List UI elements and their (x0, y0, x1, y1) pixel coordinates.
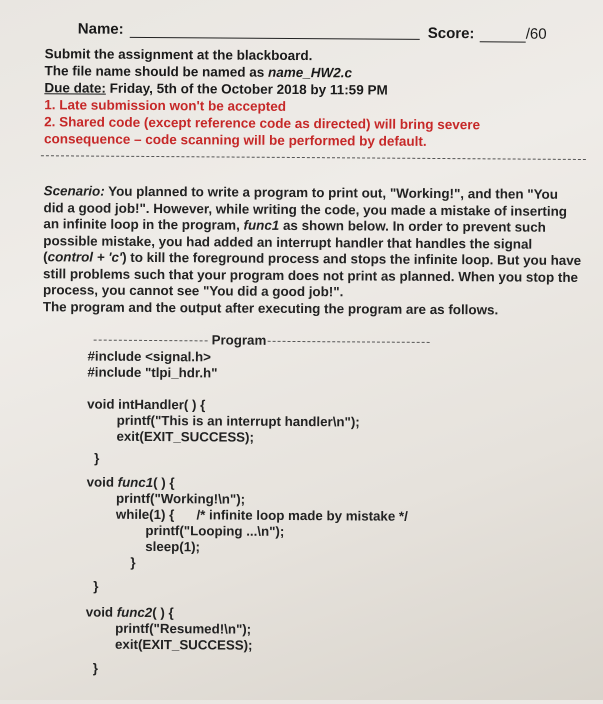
section-divider (41, 155, 586, 160)
code-line: while(1) { /* infinite loop made by mistake */ (86, 506, 408, 524)
scenario-line: process, you cannot see "You did a good job!". (42, 282, 344, 300)
rule-shared-code-2: consequence – code scanning will be performed by default. (43, 131, 427, 149)
scenario-line: still problems such that your program does not print as planned. When you stop the (43, 265, 579, 285)
name-label: Name: (77, 20, 124, 38)
program-rule-right (268, 341, 430, 343)
scenario-line: did a good job!". However, while writing the code, you made a mistake of inserting (43, 199, 568, 219)
code-line: printf("Resumed!\n"); (85, 620, 252, 637)
header-row (10, 20, 570, 44)
program-listing (85, 329, 568, 676)
code-line: printf("Working!\n"); (86, 490, 246, 507)
code-line: void func2( ) { (85, 604, 174, 621)
instructions (44, 45, 585, 151)
code-line: void intHandler( ) { (87, 396, 206, 413)
code-line: } (86, 450, 100, 466)
rule-shared-code-1: 2. Shared code (except reference code as directed) will bring severe (44, 114, 481, 133)
filename: name_HW2.c (268, 64, 353, 81)
code-line: } (85, 578, 99, 594)
filename-instruction: The file name should be named as name_HW2.c (44, 63, 353, 81)
submit-instruction: Submit the assignment at the blackboard. (44, 46, 313, 64)
score-label: Score: (427, 24, 475, 43)
due-label: Due date: (44, 80, 106, 96)
rule-late-submission: 1. Late submission won't be accepted (44, 97, 287, 114)
code-line: } (86, 554, 136, 570)
code-line: void func1( ) { (86, 474, 175, 491)
code-line: exit(EXIT_SUCCESS); (86, 428, 254, 445)
due-value: Friday, 5th of the October 2018 by 11:59 PM (105, 80, 388, 98)
scenario-line: (control + 'c') to kill the foreground process and stops the infinite loop. But you have (43, 249, 582, 268)
code-line: printf("This is an interrupt handler\n"); (87, 412, 360, 430)
code-line: #include <signal.h> (87, 348, 211, 365)
scenario-line: possible mistake, you had added an interrupt handler that handles the signal (43, 232, 533, 252)
scenario-line: The program and the output after executing the program are as follows. (42, 298, 499, 317)
code-line: #include "tlpi_hdr.h" (87, 364, 218, 381)
name-blank-line (130, 37, 420, 40)
code-line: sleep(1); (86, 538, 201, 555)
code-line: exit(EXIT_SUCCESS); (85, 636, 253, 653)
score-blank-line (480, 41, 526, 42)
score-total: /60 (525, 25, 547, 43)
program-label: Program (211, 332, 267, 348)
assignment-sheet (5, 0, 593, 704)
scenario-line: Scenario: You planned to write a program to print out, "Working!", and then "You (43, 183, 558, 202)
code-line: } (85, 660, 98, 676)
code-line: printf("Looping ...\n"); (86, 522, 285, 539)
scenario-line: an infinite loop in the program, func1 as shown below. In order to prevent such (43, 216, 546, 235)
program-rule-left (94, 340, 208, 342)
scenario-text (43, 183, 589, 319)
